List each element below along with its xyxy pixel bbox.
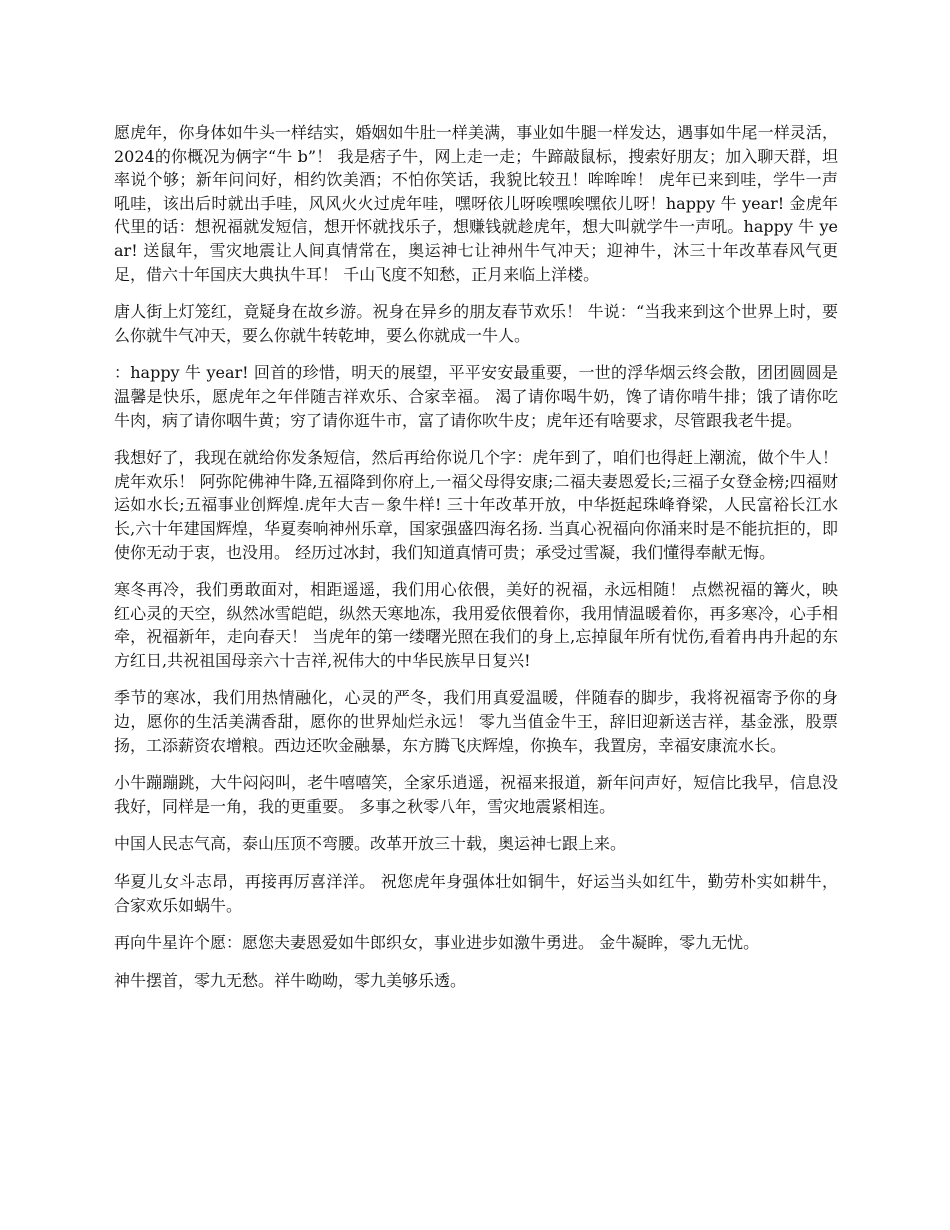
paragraph: 神牛摆首，零九无愁。祥牛呦呦，零九美够乐透。 xyxy=(114,970,467,990)
paragraph: 寒冬再冷，我们勇敢面对，相距遥遥，我们用心依偎，美好的祝福，永远相随！ 点燃祝福的篝火，映红心灵的天空，纵然冰雪皑皑，纵然天寒地冻，我用爱依偎着你，我用情温暖着你，再多寒冷，心手相牵，祝福新年，走向春天！ 当虎年的第一缕曙光照在我们的身上,忘掉鼠年所有忧伤,看着冉冉升起的东方红日,共祝祖国母亲六十吉祥,祝伟大的中华民族早日复兴! xyxy=(114,580,838,670)
paragraph: ：happy 牛 year! 回首的珍惜，明天的展望，平平安安最重要，一世的浮华烟云终会散，团团圆圆是温馨是快乐，愿虎年之年伴随吉祥欢乐、合家幸福。 渴了请你喝牛奶，馋了请你啃牛排；饿了请你吃牛肉，病了请你咽牛黄；穷了请你逛牛市，富了请你吹牛皮；虎年还有啥要求，尽管跟我老牛提。 xyxy=(114,363,838,430)
paragraph: 愿虎年，你身体如牛头一样结实，婚姻如牛肚一样美满，事业如牛腿一样发达，遇事如牛尾一样灵活，2024的你概况为俩字“牛 b”！ 我是痞子牛，网上走一走；牛蹄敲鼠标，搜索好朋友；加入聊天群，坦率说个够；新年问问好，相约饮美酒；不怕你笑话，我貌比较丑！哞哞哞！ 虎年已来到哇，学牛一声吼哇，该出后时就出手哇，风风火火过虎年哇，嘿呀依儿呀唉嘿唉嘿依儿呀！happy 牛 year! 金虎年代里的话：想祝福就发短信，想开怀就找乐子，想赚钱就趁虎年，想大叫就学牛一声吼。happy 牛 year! 送鼠年，雪灾地震让人间真情常在，奥运神七让神州牛气冲天；迎神牛，沐三十年改革春风气更足，借六十年国庆大典执牛耳！ 千山飞度不知愁，正月来临上洋楼。 xyxy=(114,123,838,284)
paragraph: 季节的寒冰，我们用热情融化，心灵的严冬，我们用真爱温暖，伴随春的脚步，我将祝福寄予你的身边，愿你的生活美满香甜，愿你的世界灿烂永远！ 零九当值金牛王，辞旧迎新送吉祥，基金涨，股票扬，工添薪资农增粮。西边还吹金融暴，东方腾飞庆辉煌，你换车，我置房，幸福安康流水长。 xyxy=(114,688,838,755)
paragraph: 中国人民志气高，泰山压顶不弯腰。改革开放三十载，奥运神七跟上来。 xyxy=(114,834,627,854)
document-body xyxy=(114,121,838,1006)
paragraph: 我想好了，我现在就给你发条短信，然后再给你说几个字：虎年到了，咱们也得赶上潮流，做个牛人！虎年欢乐！ 阿弥陀佛神牛降,五福降到你府上,一福父母得安康;二福夫妻恩爱长;三福子女登金榜;四福财运如水长;五福事业创辉煌.虎年大吉－象牛样! 三十年改革开放，中华挺起珠峰脊梁，人民富裕长江水长,六十年建国辉煌，华夏奏响神州乐章，国家强盛四海名扬. 当真心祝福向你涌来时是不能抗拒的，即使你无动于衷，也没用。 经历过冰封，我们知道真情可贵；承受过雪凝，我们懂得奉献无悔。 xyxy=(114,448,838,562)
paragraph: 华夏儿女斗志昂，再接再厉喜洋洋。 祝您虎年身强体壮如铜牛，好运当头如红牛，勤劳朴实如耕牛，合家欢乐如蜗牛。 xyxy=(114,872,838,915)
paragraph: 小牛蹦蹦跳，大牛闷闷叫，老牛嘻嘻笑，全家乐逍遥，祝福来报道，新年问声好，短信比我早，信息没我好，同样是一角，我的更重要。 多事之秋零八年，雪灾地震紧相连。 xyxy=(114,773,838,816)
paragraph: 唐人街上灯笼红，竟疑身在故乡游。祝身在异乡的朋友春节欢乐！ 牛说：“当我来到这个世界上时，要么你就牛气冲天，要么你就牛转乾坤，要么你就成一牛人。 xyxy=(114,302,838,345)
paragraph: 再向牛星许个愿：愿您夫妻恩爱如牛郎织女，事业进步如激牛勇进。 金牛凝眸，零九无忧。 xyxy=(114,933,760,953)
